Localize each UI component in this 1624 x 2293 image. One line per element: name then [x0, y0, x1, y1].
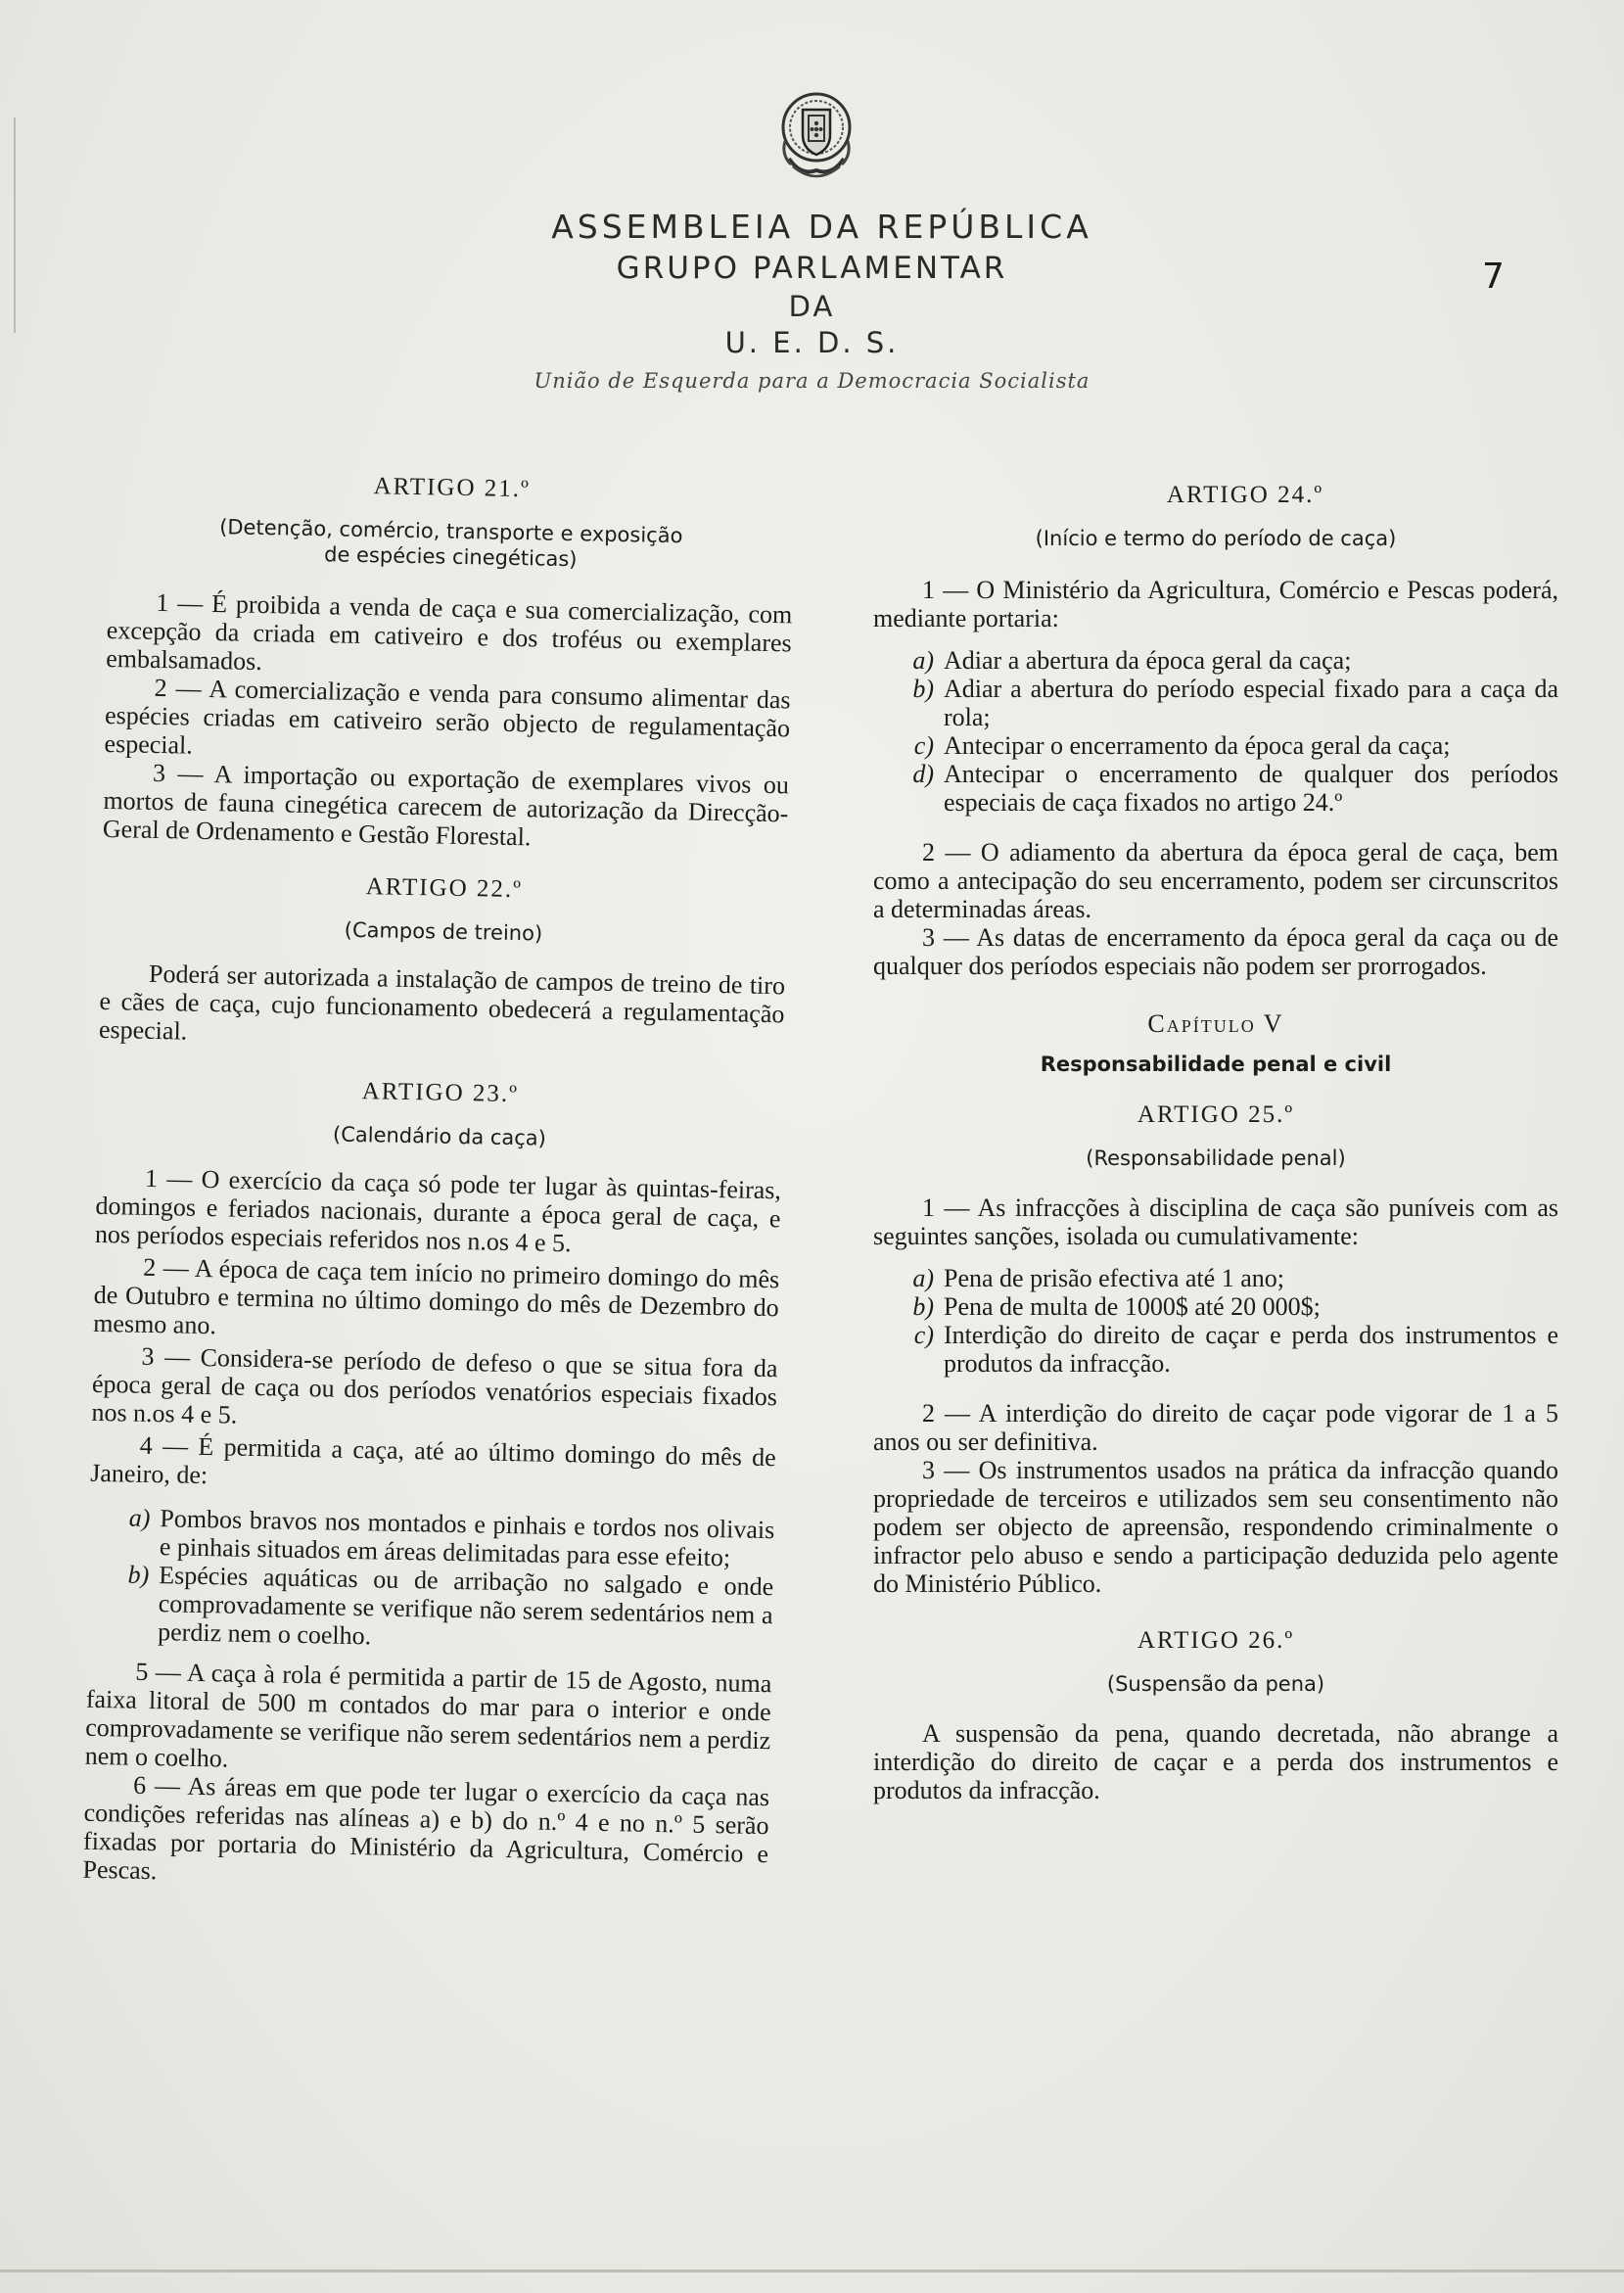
item-text: Interdição do direito de caçar e perda dos instrumentos e produtos da infracção. — [944, 1321, 1558, 1378]
article-23-paragraph-3: 3 — Considera-se período de defeso o que se situa fora da época geral de caça ou dos períodos venatórios especiais fixados nos n.os 4 e 5. — [91, 1341, 778, 1429]
article-23-paragraph-6: 6 — As áreas em que pode ter lugar o exercício da caça nas condições referidas nas alíneas a) e b) do n.º 4 e no n.º 5 serão fixadas por portaria do Ministério da Agricultura, Comércio e Pescas. — [82, 1770, 770, 1886]
article-23-subtitle: (Calendário da caça) — [332, 1122, 547, 1150]
article-26-subtitle: (Suspensão da pena) — [1106, 1672, 1325, 1696]
article-24-item-b — [873, 675, 1558, 731]
chapter-subtitle: Responsabilidade penal e civil — [1040, 1053, 1392, 1076]
article-21-title: ARTIGO 21.º — [373, 473, 532, 503]
item-label: d) — [912, 760, 934, 788]
page-number: 7 — [1482, 257, 1505, 297]
article-25-paragraph-2: 2 — A interdição do direito de caçar pode vigorar de 1 a 5 anos ou ser definitiva. — [873, 1399, 1558, 1456]
article-25-paragraph-1: 1 — As infracções à disciplina de caça são puníveis com as seguintes sanções, isolada ou cumulativamente: — [873, 1193, 1558, 1250]
item-label: b) — [912, 1292, 934, 1321]
article-22-paragraph-1: Poderá ser autorizada a instalação de campos de treino de tiro e cães de caça, cujo funcionamento obedecerá a regulamentação especial. — [98, 959, 786, 1046]
article-25-item-b — [873, 1292, 1558, 1321]
article-24-subtitle: (Início e termo do período de caça) — [1035, 527, 1397, 550]
item-label: a) — [912, 646, 934, 675]
article-23-paragraph-2: 2 — A época de caça tem início no primeiro domingo do mês de Outubro e termina no último domingo do mês de Dezembro do mesmo ano. — [92, 1252, 780, 1340]
scan-edge-mark — [14, 117, 16, 333]
article-25-item-a — [873, 1264, 1558, 1292]
item-label: b) — [912, 675, 934, 703]
article-24-item-a — [873, 646, 1558, 675]
party-acronym: U. E. D. S. — [724, 326, 900, 359]
right-column — [873, 482, 1558, 1804]
group-title-da: DA — [788, 290, 836, 323]
article-25-item-c — [873, 1321, 1558, 1378]
article-23-paragraph-4: 4 — É permitida a caça, até ao último domingo do mês de Janeiro, de: — [90, 1430, 776, 1490]
party-full-name: União de Esquerda para a Democracia Socialista — [534, 369, 1090, 393]
item-text: Pena de prisão efectiva até 1 ano; — [944, 1264, 1284, 1292]
article-26-title: ARTIGO 26.º — [1137, 1627, 1295, 1654]
assembly-title: ASSEMBLEIA DA REPÚBLICA — [551, 208, 1092, 246]
item-label: b) — [127, 1560, 150, 1589]
article-24-title: ARTIGO 24.º — [1166, 482, 1324, 508]
item-label: a) — [912, 1264, 934, 1292]
scan-edge-line — [0, 2270, 1624, 2272]
group-title: GRUPO PARLAMENTAR — [616, 251, 1008, 286]
article-22-title: ARTIGO 22.º — [365, 873, 524, 904]
article-21-paragraph-2: 2 — A comercialização e venda para consumo alimentar das espécies criadas em cativeiro serão objecto de regulamentação especial. — [104, 673, 791, 760]
item-text: Antecipar o encerramento da época geral da caça; — [944, 731, 1451, 760]
chapter-title: Capítulo V — [1147, 1009, 1284, 1038]
article-26-paragraph-1: A suspensão da pena, quando decretada, não abrange a interdição do direito de caçar e a perda dos instrumentos e produtos da infracção. — [873, 1719, 1558, 1804]
article-22-subtitle: (Campos de treino) — [344, 917, 543, 946]
article-21-subtitle-cont: de espécies cinegéticas) — [323, 542, 578, 572]
article-25-title: ARTIGO 25.º — [1137, 1101, 1295, 1128]
article-24-paragraph-2: 2 — O adiamento da abertura da época geral de caça, bem como a antecipação do seu encerramento, podem ser circunscritos a determinadas áreas. — [873, 838, 1558, 923]
item-text: Antecipar o encerramento de qualquer dos períodos especiais de caça fixados no artigo 24.º — [944, 760, 1558, 817]
article-23-title: ARTIGO 23.º — [361, 1078, 520, 1108]
article-25-subtitle: (Responsabilidade penal) — [1086, 1146, 1346, 1170]
article-24-item-d — [873, 760, 1558, 817]
article-24-paragraph-3: 3 — As datas de encerramento da época geral da caça ou de qualquer dos períodos especiais não podem ser prorrogados. — [873, 923, 1558, 980]
article-23-item-b — [87, 1560, 774, 1658]
article-21-paragraph-3: 3 — A importação ou exportação de exemplares vivos ou mortos de fauna cinegética carecem de autorização da Direcção-Geral de Ordenamento e Gestão Florestal. — [102, 758, 790, 852]
article-23-paragraph-5: 5 — A caça à rola é permitida a partir de 15 de Agosto, numa faixa litoral de 500 m contados do mar para o interior e onde comprovadamente se verifique não serem sedentários nem a perdiz nem o coelho. — [84, 1657, 772, 1773]
left-column — [82, 468, 795, 1896]
item-text: Pombos bravos nos montados e pinhais e tordos nos olivais e pinhais situados em áreas delimitadas para esse efeito; — [159, 1504, 775, 1572]
article-25-paragraph-3: 3 — Os instrumentos usados na prática da infracção quando propriedade de terceiros e utilizados sem seu consentimento não podem ser objecto de apreensão, respondendo criminalmente o infractor pelo abuso e sendo a participação deduzida pelo agente do Ministério Público. — [873, 1456, 1558, 1598]
item-text: Adiar a abertura do período especial fixado para a caça da rola; — [944, 675, 1558, 731]
item-label: c) — [913, 731, 934, 760]
item-text: Pena de multa de 1000$ até 20 000$; — [944, 1292, 1321, 1321]
article-23-paragraph-1: 1 — O exercício da caça só pode ter lugar às quintas-feiras, domingos e feriados nacionais, durante a época geral de caça, e nos períodos especiais referidos nos n.os 4 e 5. — [94, 1163, 782, 1258]
item-label: a) — [128, 1503, 151, 1532]
article-24-paragraph-1: 1 — O Ministério da Agricultura, Comércio e Pescas poderá, mediante portaria: — [873, 576, 1558, 632]
item-label: c) — [913, 1321, 934, 1349]
item-text: Adiar a abertura da época geral da caça; — [944, 646, 1352, 675]
item-text: Espécies aquáticas ou de arribação no salgado e onde comprovadamente se verifique não serem sedentários nem a perdiz nem o coelho. — [157, 1561, 774, 1651]
coat-of-arms-emblem — [775, 84, 858, 186]
article-24-item-c — [873, 731, 1558, 760]
article-21-paragraph-1: 1 — É proibida a venda de caça e sua comercialização, com excepção da criada em cativeiro e dos troféus ou exemplares embalsamados. — [105, 587, 793, 677]
article-21-subtitle: (Detenção, comércio, transporte e exposição — [218, 515, 683, 548]
